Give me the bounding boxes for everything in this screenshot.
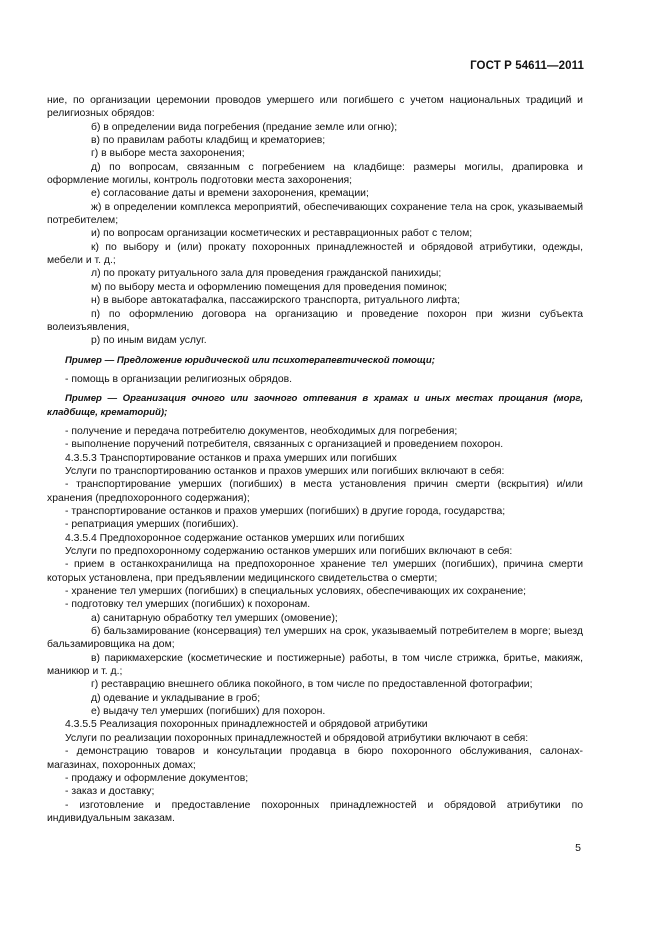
paragraph: Услуги по реализации похоронных принадлежностей и обрядовой атрибутики включают в себя: (65, 732, 529, 744)
list-item: г) реставрацию внешнего облика покойного, в том числе по предоставленной фотографии; (91, 679, 533, 691)
list-item: н) в выборе автокатафалка, пассажирского транспорта, ритуального лифта; (91, 295, 461, 307)
list-item: - демонстрацию товаров и консультации продавца в бюро похоронного обслуживания, салонах-магазинах, похоронных домах; (47, 746, 583, 771)
list-item: г) в выборе места захоронения; (91, 148, 245, 160)
list-item: - прием в останкохранилища на предпохоронное хранение тел умерших (погибших), причина смерти которых установлена, при предъявлении медицинского свидетельства о смерти; (47, 559, 583, 584)
list-item: - изготовление и предоставление похоронных принадлежностей и обрядовой атрибутики по индивидуальным заказам. (47, 799, 583, 824)
list-item: - транспортирование умерших (погибших) в места установления причин смерти (вскрытия) и/или хранения (предпохоронного содержания); (47, 479, 583, 504)
list-item: д) по вопросам, связанным с погребением на кладбище: размеры могилы, драпировка и оформление могилы, контроль подготовки места захоронения; (47, 161, 583, 187)
page-number: 5 (575, 842, 581, 854)
list-item: - заказ и доставку; (65, 786, 155, 798)
list-item: - репатриация умерших (погибших). (65, 519, 239, 531)
section-heading: 4.3.5.4 Предпохоронное содержание останков умерших или погибших (65, 532, 405, 544)
list-item: а) санитарную обработку тел умерших (омовение); (91, 612, 338, 624)
document-body (47, 94, 583, 825)
section-heading: 4.3.5.5 Реализация похоронных принадлежностей и обрядовой атрибутики (65, 719, 428, 731)
list-item: е) выдачу тел умерших (погибших) для похорон. (91, 706, 326, 718)
list-item: ж) в определении комплекса мероприятий, обеспечивающих сохранение тела на срок, указываемый потребителем; (47, 201, 583, 227)
list-item: б) в определении вида погребения (предание земле или огню); (91, 121, 398, 133)
list-item: р) по иным видам услуг. (91, 335, 207, 347)
list-item: д) одевание и укладывание в гроб; (91, 692, 261, 704)
list-item: п) по оформлению договора на организацию и проведение похорон при жизни субъекта волеизъявления, (47, 308, 583, 333)
example-note: Пример — Организация очного или заочного отпевания в храмах и иных местах прощания (морг, кладбище, крематорий); (47, 393, 583, 418)
list-item: б) бальзамирование (консервация) тел умерших на срок, указываемый потребителем в морге; выезд бальзамировщика на дом; (47, 626, 583, 651)
list-item: е) согласование даты и времени захоронения, кремации; (91, 188, 369, 200)
paragraph: Услуги по предпохоронному содержанию останков умерших или погибших включают в себя: (65, 546, 513, 557)
list-item: л) по прокату ритуального зала для проведения гражданской панихиды; (91, 268, 442, 280)
list-item: - продажу и оформление документов; (65, 772, 249, 784)
list-item: - получение и передача потребителю документов, необходимых для погребения; (65, 425, 458, 437)
list-item: в) парикмахерские (косметические и постижерные) работы, в том числе стрижка, бритье, макияж, маникюр и т. д.; (47, 652, 583, 678)
list-item: - выполнение поручений потребителя, связанных с организацией и проведением похорон. (65, 439, 504, 451)
list-item: м) по выбору места и оформлению помещения для проведения поминок; (91, 281, 448, 293)
list-item: к) по выбору и (или) прокату похоронных принадлежностей и обрядовой атрибутики, одежды, мебели и т. д.; (47, 241, 583, 267)
list-item: - хранение тел умерших (погибших) в специальных условиях, обеспечивающих их сохранение; (65, 586, 527, 598)
list-item: - подготовку тел умерших (погибших) к похоронам. (65, 599, 311, 611)
list-item: и) по вопросам организации косметических и реставрационных работ с телом; (91, 228, 473, 240)
list-item: - транспортирование останков и прахов умерших (погибших) в другие города, государства; (65, 505, 506, 517)
list-item: - помощь в организации религиозных обрядов. (65, 373, 293, 385)
paragraph: Услуги по транспортированию останков и прахов умерших или погибших включают в себя: (65, 465, 505, 477)
list-item: в) по правилам работы кладбищ и крематориев; (91, 135, 326, 147)
document-header: ГОСТ Р 54611—2011 (470, 60, 584, 72)
paragraph: ние, по организации церемонии проводов умершего или погибшего с учетом национальных традиций и религиозных обрядов: (47, 95, 583, 120)
example-note: Пример — Предложение юридической или психотерапевтической помощи; (65, 354, 435, 366)
section-heading: 4.3.5.3 Транспортирование останков и праха умерших или погибших (65, 452, 397, 464)
